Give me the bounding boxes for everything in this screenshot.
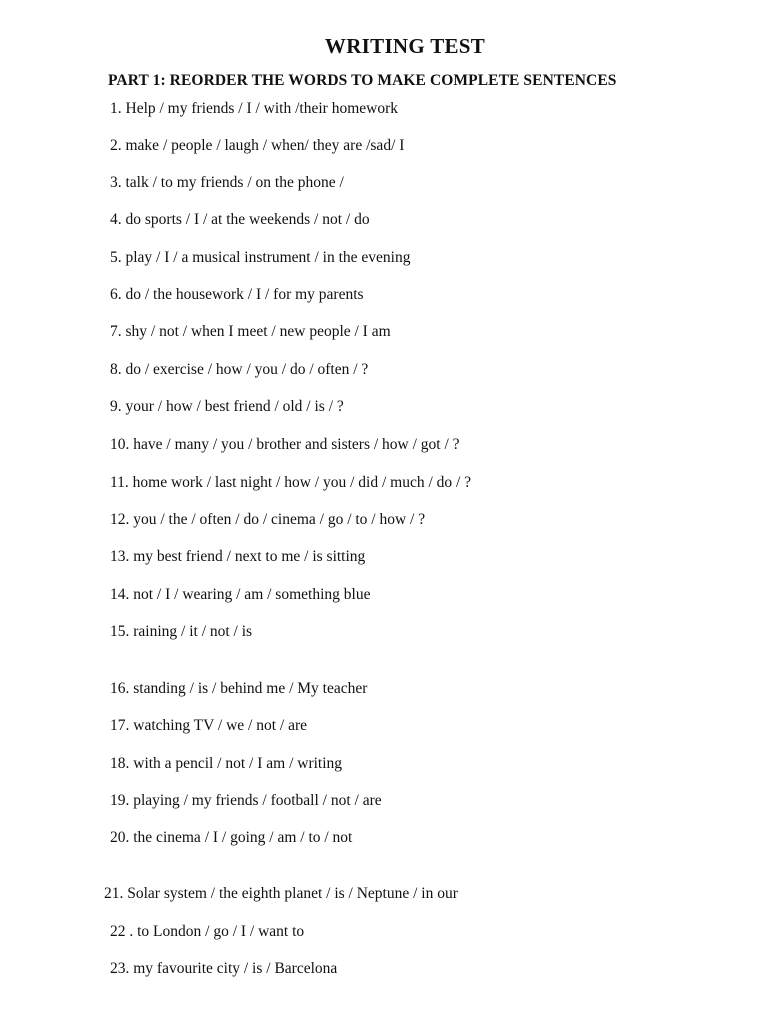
list-item: 15. raining / it / not / is	[110, 623, 253, 640]
list-item: 22 . to London / go / I / want to	[110, 923, 305, 940]
page-title: WRITING TEST	[324, 34, 486, 58]
list-item: 23. my favourite city / is / Barcelona	[110, 960, 338, 977]
list-item: 6. do / the housework / I / for my parents	[110, 286, 364, 303]
list-item: 3. talk / to my friends / on the phone /	[110, 174, 344, 191]
list-item: 21. Solar system / the eighth planet / is / Neptune / in our	[104, 885, 458, 902]
list-item: 5. play / I / a musical instrument / in the evening	[110, 249, 411, 266]
list-item: 2. make / people / laugh / when/ they are /sad/ I	[110, 137, 405, 154]
list-item: 19. playing / my friends / football / not / are	[110, 792, 382, 809]
list-item: 16. standing / is / behind me / My teacher	[110, 680, 368, 697]
list-item: 17. watching TV / we / not / are	[110, 717, 308, 734]
list-item: 8. do / exercise / how / you / do / often / ?	[110, 361, 369, 378]
list-item: 9. your / how / best friend / old / is / ?	[110, 398, 344, 415]
list-item: 20. the cinema / I / going / am / to / not	[110, 829, 353, 846]
list-item: 10. have / many / you / brother and sisters / how / got / ?	[110, 436, 460, 453]
part1-heading: PART 1: REORDER THE WORDS TO MAKE COMPLETE SENTENCES	[108, 72, 617, 89]
list-item: 13. my best friend / next to me / is sitting	[110, 548, 366, 565]
list-item: 12. you / the / often / do / cinema / go / to / how / ?	[110, 511, 426, 528]
list-item: 7. shy / not / when I meet / new people / I am	[110, 323, 391, 340]
list-item: 1. Help / my friends / I / with /their homework	[110, 100, 398, 117]
list-item: 18. with a pencil / not / I am / writing	[110, 755, 343, 772]
list-item: 4. do sports / I / at the weekends / not / do	[110, 211, 370, 228]
list-item: 14. not / I / wearing / am / something blue	[110, 586, 371, 603]
list-item: 11. home work / last night / how / you / did / much / do / ?	[110, 474, 472, 491]
